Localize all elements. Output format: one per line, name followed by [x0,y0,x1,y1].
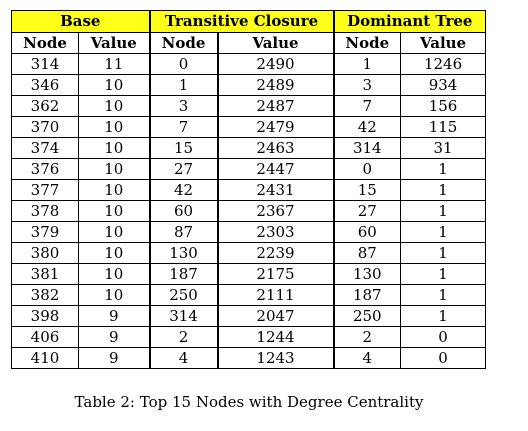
table-row [12,159,486,180]
table-row [12,306,486,327]
table-cell: 3 [334,75,401,96]
table-cell: 379 [12,222,79,243]
table-row [12,264,486,285]
table-cell: 2303 [218,222,334,243]
table-cell: 7 [150,117,218,138]
table-cell: 3 [150,96,218,117]
table-cell: 10 [79,96,150,117]
table-cell: 2 [334,327,401,348]
column-header: Value [401,33,486,54]
table-cell: 9 [79,348,150,369]
table-cell: 410 [12,348,79,369]
table-cell: 934 [401,75,486,96]
table-cell: 0 [401,348,486,369]
table-cell: 314 [12,54,79,75]
table-cell: 362 [12,96,79,117]
table-row [12,327,486,348]
table-cell: 156 [401,96,486,117]
table-cell: 10 [79,138,150,159]
table-cell: 2490 [218,54,334,75]
table-row [12,54,486,75]
group-header-transitive-closure: Transitive Closure [150,11,334,33]
table-cell: 10 [79,201,150,222]
table-cell: 10 [79,243,150,264]
table-cell: 250 [334,306,401,327]
table-cell: 42 [150,180,218,201]
table-row [12,96,486,117]
column-header: Node [12,33,79,54]
table-cell: 250 [150,285,218,306]
table-cell: 1 [334,54,401,75]
table-cell: 1 [401,180,486,201]
table-cell: 7 [334,96,401,117]
table-cell: 1 [150,75,218,96]
table-cell: 2479 [218,117,334,138]
table-cell: 87 [150,222,218,243]
table-cell: 1 [401,306,486,327]
table-row [12,117,486,138]
table-cell: 10 [79,222,150,243]
table-cell: 60 [334,222,401,243]
table-cell: 370 [12,117,79,138]
column-header-row [12,33,486,54]
table-cell: 15 [334,180,401,201]
table-cell: 406 [12,327,79,348]
table-row [12,222,486,243]
table-cell: 10 [79,285,150,306]
table-cell: 9 [79,306,150,327]
table-cell: 382 [12,285,79,306]
table-cell: 11 [79,54,150,75]
column-header: Node [150,33,218,54]
table-cell: 27 [150,159,218,180]
table-cell: 377 [12,180,79,201]
table-caption: Table 2: Top 15 Nodes with Degree Centrality [74,393,424,411]
table-cell: 314 [334,138,401,159]
table-cell: 187 [334,285,401,306]
table-row [12,75,486,96]
table-cell: 42 [334,117,401,138]
table-cell: 2489 [218,75,334,96]
table-cell: 0 [150,54,218,75]
table-row [12,180,486,201]
table-cell: 376 [12,159,79,180]
table-cell: 1246 [401,54,486,75]
table-cell: 2367 [218,201,334,222]
table-cell: 1 [401,159,486,180]
table-cell: 130 [334,264,401,285]
table-cell: 1243 [218,348,334,369]
table-cell: 381 [12,264,79,285]
table-cell: 314 [150,306,218,327]
table-cell: 9 [79,327,150,348]
table-cell: 1 [401,264,486,285]
table-cell: 1 [401,201,486,222]
table-row [12,348,486,369]
table-row [12,201,486,222]
table-cell: 115 [401,117,486,138]
table-cell: 1 [401,243,486,264]
group-header-base: Base [12,11,150,33]
table-cell: 2175 [218,264,334,285]
table-cell: 2 [150,327,218,348]
table-cell: 2463 [218,138,334,159]
table-cell: 380 [12,243,79,264]
table-cell: 1 [401,285,486,306]
table-cell: 1244 [218,327,334,348]
table-cell: 27 [334,201,401,222]
table-cell: 10 [79,180,150,201]
table-cell: 10 [79,159,150,180]
table-cell: 4 [334,348,401,369]
table-cell: 346 [12,75,79,96]
table-cell: 15 [150,138,218,159]
table-cell: 87 [334,243,401,264]
table-body [12,54,486,369]
table-cell: 10 [79,75,150,96]
table-cell: 2431 [218,180,334,201]
table-cell: 187 [150,264,218,285]
degree-centrality-table [11,10,486,369]
table-cell: 60 [150,201,218,222]
table-cell: 1 [401,222,486,243]
table-cell: 130 [150,243,218,264]
table-cell: 0 [401,327,486,348]
table-row [12,285,486,306]
column-header: Node [334,33,401,54]
table-row [12,243,486,264]
column-header: Value [218,33,334,54]
table-cell: 398 [12,306,79,327]
table-cell: 10 [79,117,150,138]
group-header-dominant-tree: Dominant Tree [334,11,486,33]
table-cell: 2047 [218,306,334,327]
table-cell: 374 [12,138,79,159]
table-cell: 4 [150,348,218,369]
table-cell: 2487 [218,96,334,117]
table-cell: 378 [12,201,79,222]
column-header: Value [79,33,150,54]
table-cell: 2239 [218,243,334,264]
table-cell: 31 [401,138,486,159]
table-cell: 10 [79,264,150,285]
group-header-row [12,11,486,33]
table-cell: 0 [334,159,401,180]
table-cell: 2447 [218,159,334,180]
table-cell: 2111 [218,285,334,306]
table-row [12,138,486,159]
